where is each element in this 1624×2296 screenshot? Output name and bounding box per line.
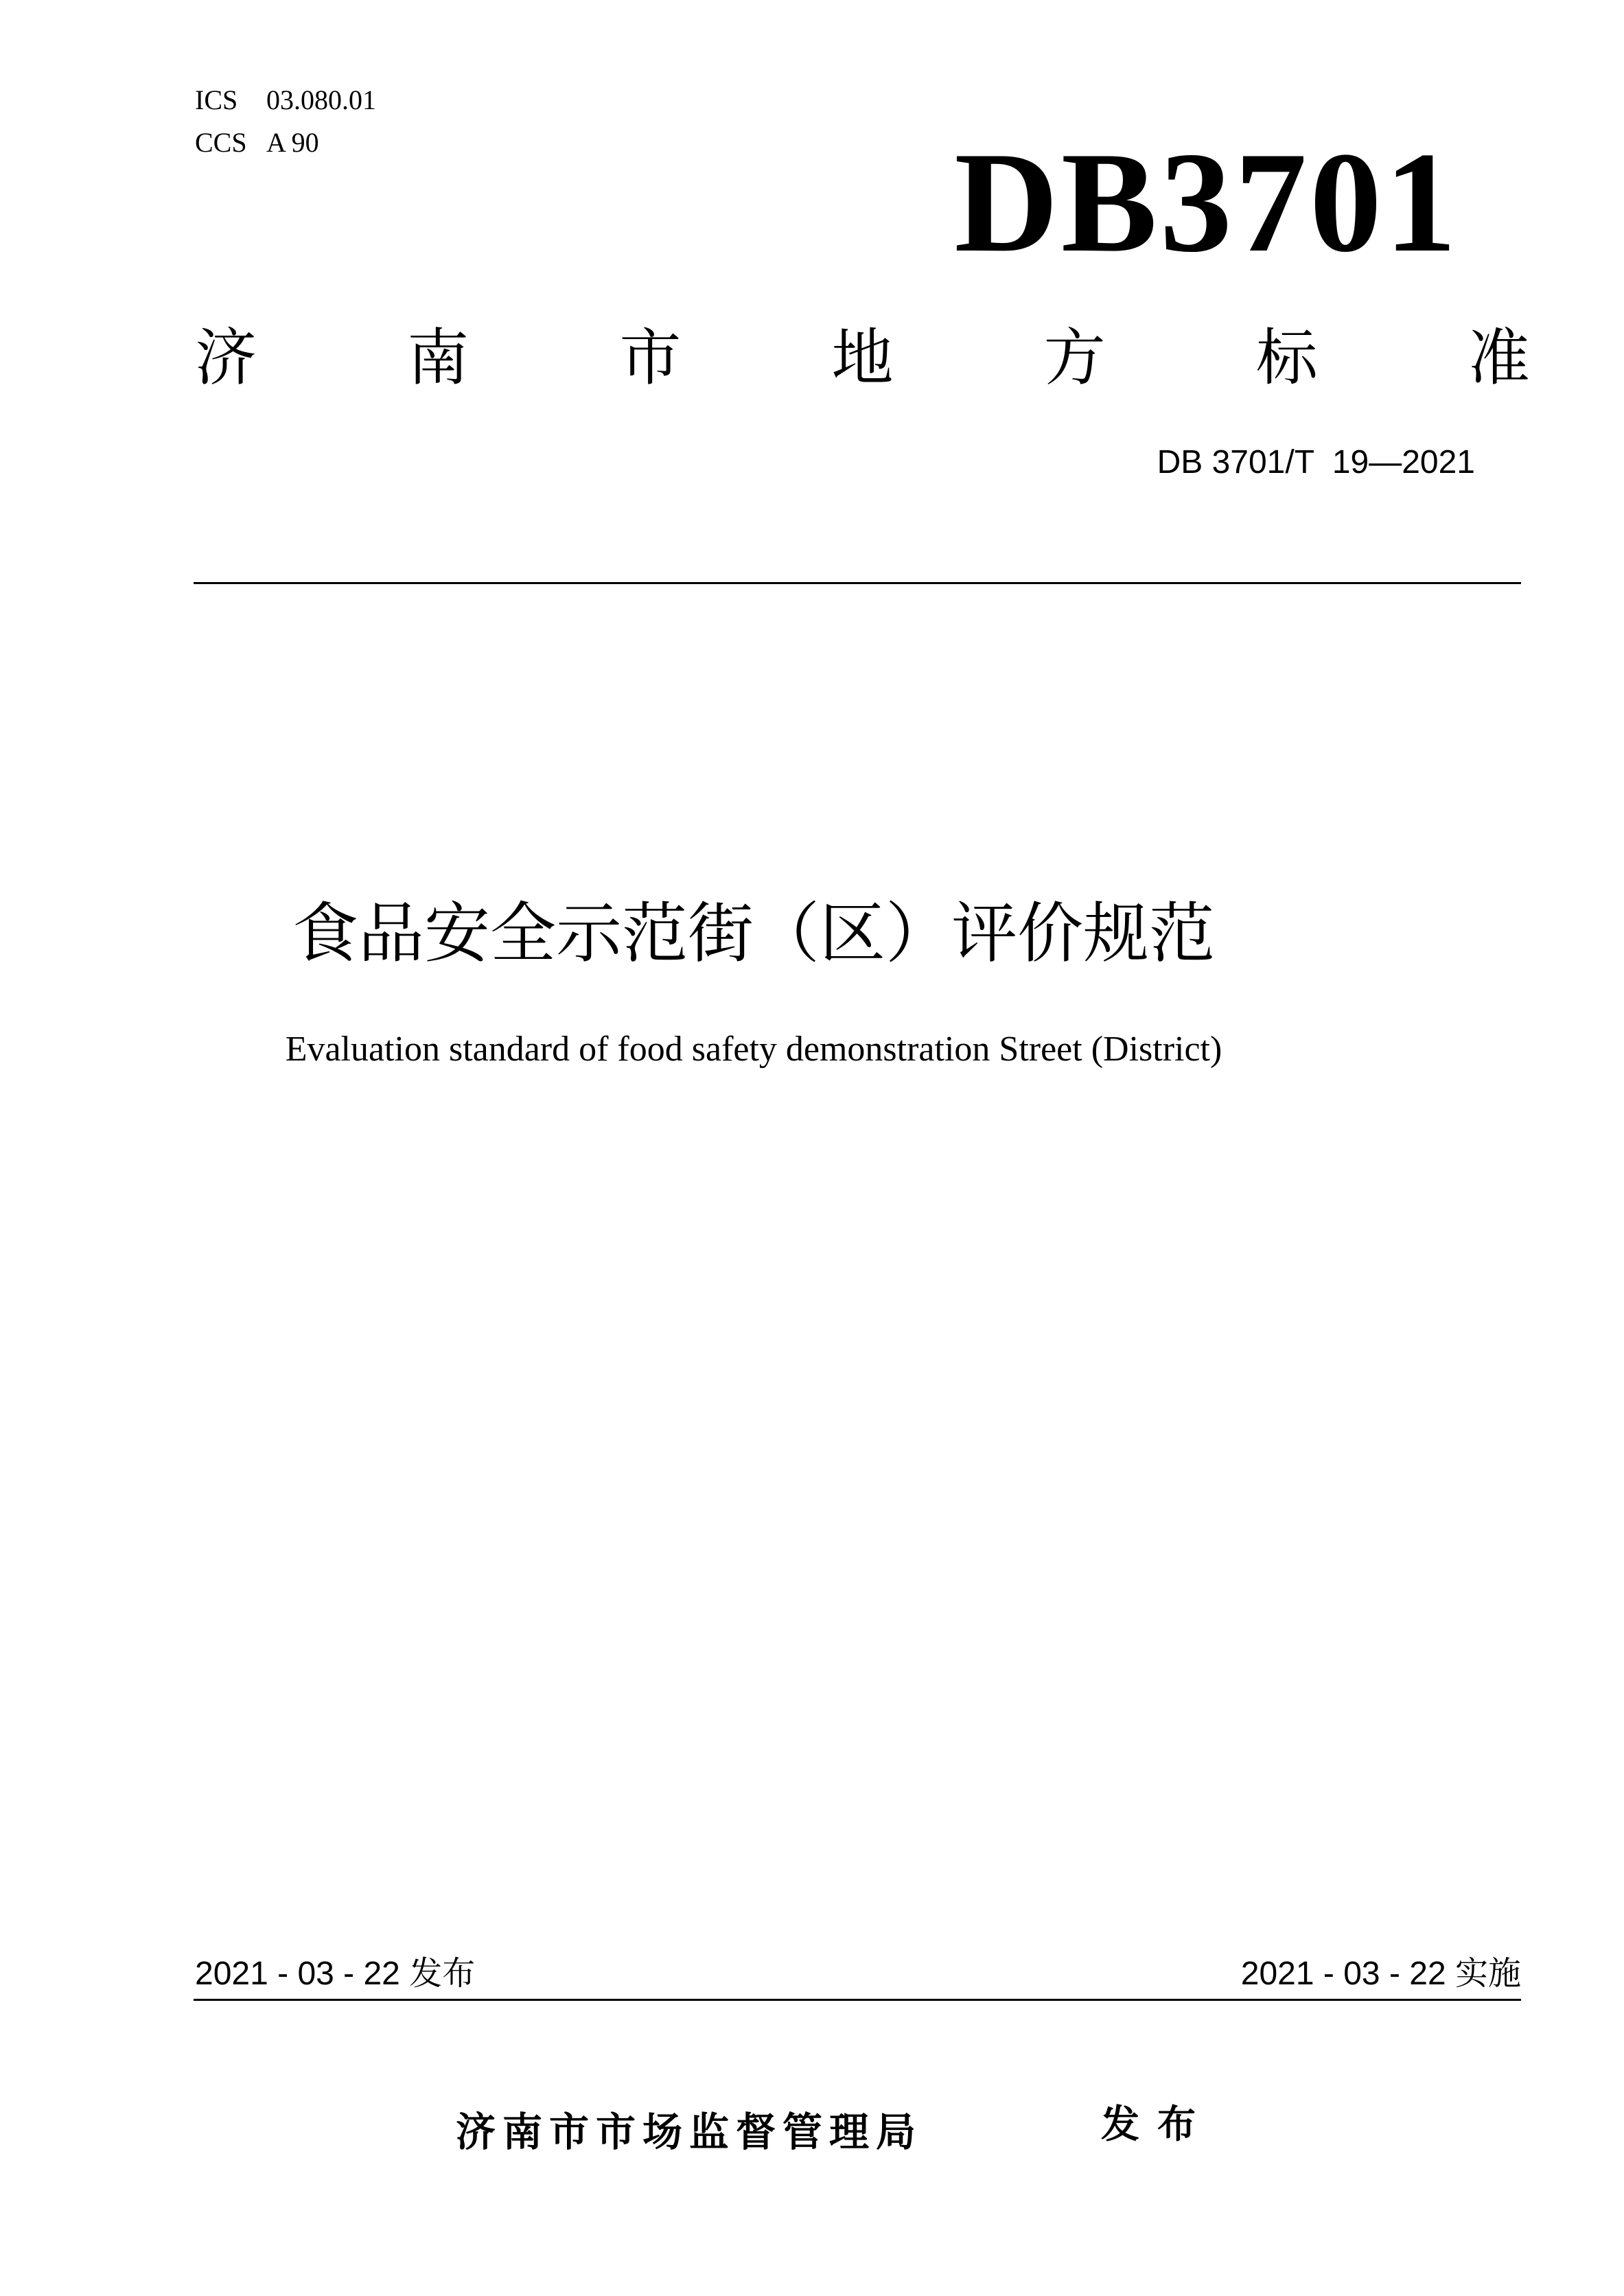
standard-type-char: 方 <box>1043 322 1106 394</box>
db-logo: DB3701 <box>954 123 1459 282</box>
ics-label: ICS <box>195 84 238 115</box>
standard-type-char: 准 <box>1468 322 1530 394</box>
publish-label: 发布 <box>1101 2102 1214 2147</box>
ccs-code <box>195 126 319 159</box>
publisher: 济南市市场监督管理局 <box>456 2109 923 2155</box>
issue-date: 2021 - 03 - 22 发布 <box>195 1956 476 1992</box>
ics-code <box>195 84 376 117</box>
standard-type-char: 市 <box>619 322 682 394</box>
ics-value: 03.080.01 <box>266 84 376 115</box>
standard-type-char: 济 <box>195 322 257 394</box>
standard-type-char: 地 <box>831 322 894 394</box>
bottom-divider <box>194 1999 1521 2001</box>
english-title-text: Evaluation standard of food safety demonstration Street (District) <box>285 1030 1222 1069</box>
standard-number: DB 3701/T 19—2021 <box>1157 444 1475 480</box>
ccs-label: CCS <box>195 127 247 158</box>
english-title <box>0 1028 1624 1071</box>
top-divider <box>194 582 1521 584</box>
standard-type-title <box>195 317 1530 399</box>
ccs-value: A 90 <box>266 127 319 158</box>
standard-type-char: 南 <box>407 322 469 394</box>
chinese-title-text: 食品安全示范街（区）评价规范 <box>292 895 1215 972</box>
standard-type-char: 标 <box>1255 322 1318 394</box>
chinese-title <box>0 892 1624 975</box>
implementation-date: 2021 - 03 - 22 实施 <box>1240 1956 1521 1992</box>
